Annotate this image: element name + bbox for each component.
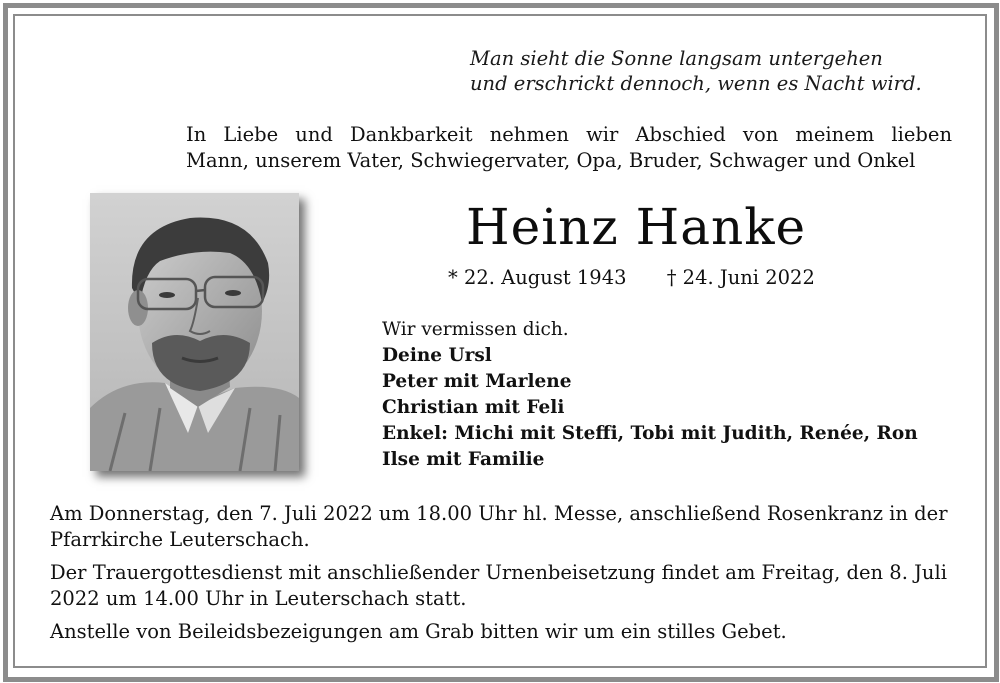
condolence-notice: Anstelle von Beileidsbezeigungen am Grab bitten wir um ein stilles Gebet.	[50, 620, 787, 643]
portrait-illustration	[90, 193, 299, 471]
mourners-list	[382, 317, 918, 473]
mourners-note: Wir vermissen dich.	[382, 319, 569, 340]
intro-line-2: Mann, unserem Vater, Schwiegervater, Opa, Bruder, Schwager und Onkel	[186, 149, 916, 172]
motto-quote	[470, 46, 970, 96]
mourner-line: Enkel: Michi mit Steffi, Tobi mit Judith, Renée, Ron	[382, 423, 918, 444]
portrait-photo	[90, 193, 299, 471]
birth-date: * 22. August 1943	[448, 266, 627, 289]
funeral-notice: Der Trauergottesdienst mit anschließender Urnenbeisetzung findet am Freitag, den 8. Juli 2022 um 14.00 Uhr in Leuterschach statt.	[50, 561, 947, 610]
motto-line-2: und erschrickt dennoch, wenn es Nacht wird.	[470, 72, 922, 95]
mourner-line: Deine Ursl	[382, 345, 492, 366]
death-date: † 24. Juni 2022	[666, 266, 815, 289]
mourner-line: Christian mit Feli	[382, 397, 565, 418]
deceased-name: Heinz Hanke	[466, 198, 807, 256]
service-notices	[50, 501, 960, 652]
rosary-notice: Am Donnerstag, den 7. Juli 2022 um 18.00 Uhr hl. Messe, anschließend Rosenkranz in der Pfarrkirche Leuterschach.	[50, 502, 948, 551]
mourner-line: Ilse mit Familie	[382, 449, 545, 470]
motto-line-1: Man sieht die Sonne langsam untergehen	[470, 47, 883, 70]
intro-line-1: In Liebe und Dankbarkeit nehmen wir Abschied von meinem lieben	[186, 123, 952, 146]
intro-text	[186, 122, 952, 174]
life-dates	[448, 265, 815, 291]
mourner-line: Peter mit Marlene	[382, 371, 572, 392]
